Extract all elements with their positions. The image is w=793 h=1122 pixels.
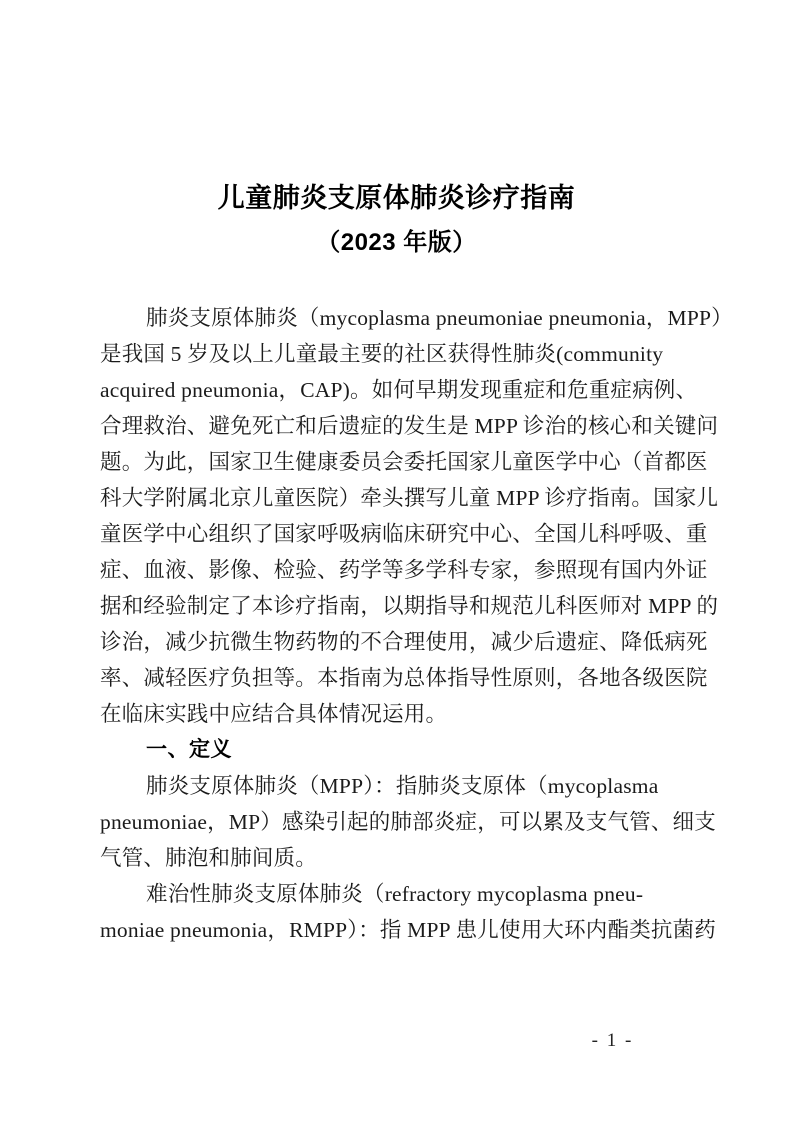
text-line: 题。为此，国家卫生健康委员会委托国家儿童医学中心（首都医 bbox=[100, 450, 708, 474]
paragraph-rmpp-definition bbox=[100, 876, 716, 948]
text-line: 在临床实践中应结合具体情况运用。 bbox=[100, 702, 448, 726]
text-line: 症、血液、影像、检验、药学等多学科专家，参照现有国内外证 bbox=[100, 558, 708, 582]
text-line: acquired pneumonia，CAP)。如何早期发现重症和危重症病例、 bbox=[100, 378, 698, 402]
text-line: 科大学附属北京儿童医院）牵头撰写儿童 MPP 诊疗指南。国家儿 bbox=[100, 486, 719, 510]
text-line: 童医学中心组织了国家呼吸病临床研究中心、全国儿科呼吸、重 bbox=[100, 522, 708, 546]
text-line: 合理救治、避免死亡和后遗症的发生是 MPP 诊治的核心和关键问 bbox=[100, 414, 719, 438]
page-subtitle: （2023 年版） bbox=[316, 229, 477, 256]
document-body bbox=[100, 300, 733, 948]
text-line: moniae pneumonia，RMPP）：指 MPP 患儿使用大环内酯类抗菌药 bbox=[100, 918, 716, 942]
text-line: 率、减轻医疗负担等。本指南为总体指导性原则，各地各级医院 bbox=[100, 666, 708, 690]
title-block bbox=[0, 178, 793, 262]
paragraph-intro bbox=[100, 300, 733, 732]
page-number: - 1 - bbox=[591, 1030, 634, 1051]
text-line: pneumoniae，MP）感染引起的肺部炎症，可以累及支气管、细支 bbox=[100, 810, 716, 834]
text-line: 气管、肺泡和肺间质。 bbox=[100, 846, 318, 870]
text-line: 诊治，减少抗微生物药物的不合理使用，减少后遗症、降低病死 bbox=[100, 630, 708, 654]
page-title: 儿童肺炎支原体肺炎诊疗指南 bbox=[217, 183, 576, 213]
text-line: 肺炎支原体肺炎（mycoplasma pneumoniae pneumonia，MPP） bbox=[146, 306, 733, 330]
page-footer bbox=[0, 1030, 793, 1052]
text-line: 是我国 5 岁及以上儿童最主要的社区获得性肺炎(community bbox=[100, 342, 664, 366]
text-line: 难治性肺炎支原体肺炎（refractory mycoplasma pneu- bbox=[146, 882, 644, 906]
paragraph-mpp-definition bbox=[100, 768, 716, 876]
text-line: 据和经验制定了本诊疗指南，以期指导和规范儿科医师对 MPP 的 bbox=[100, 594, 719, 618]
section-heading-definition: 一、定义 bbox=[146, 738, 232, 761]
text-line: 肺炎支原体肺炎（MPP）：指肺炎支原体（mycoplasma bbox=[146, 774, 659, 798]
